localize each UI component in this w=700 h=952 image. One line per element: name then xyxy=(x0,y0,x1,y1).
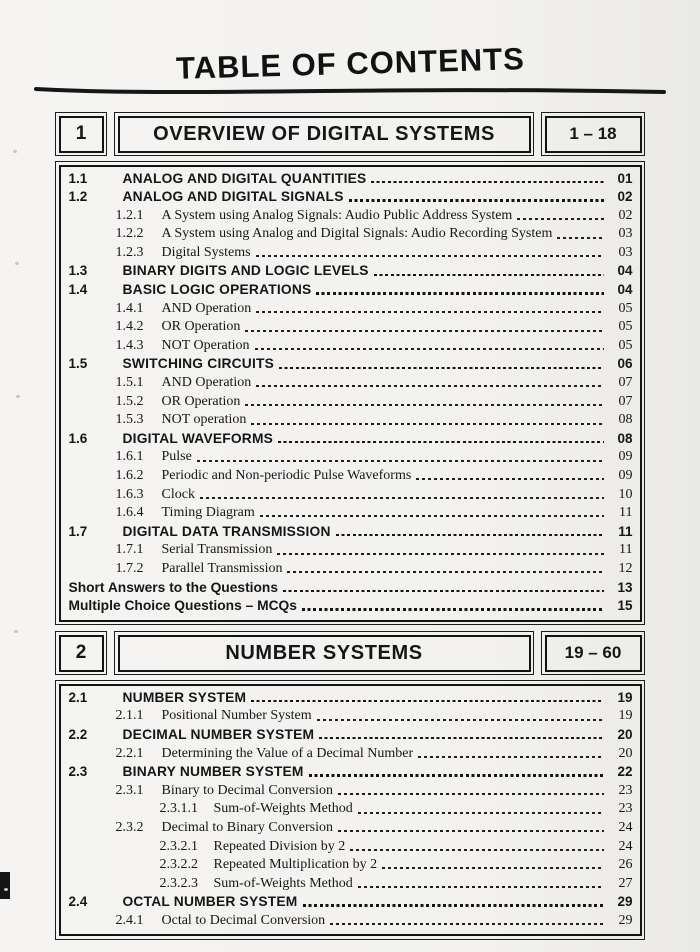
entry-number: 1.2 xyxy=(68,189,88,205)
toc-entry-row xyxy=(66,393,633,412)
entry-title: NOT operation xyxy=(161,412,247,428)
toc-entry-row xyxy=(66,763,633,782)
entry-number: 2.4.1 xyxy=(115,912,144,928)
entry-number: 1.6.4 xyxy=(115,505,144,521)
entry-number: 2.2.1 xyxy=(115,745,144,761)
entry-number: 2.3.2.3 xyxy=(159,875,198,891)
toc-entry-row xyxy=(66,170,633,189)
toc-entry-row xyxy=(66,523,633,542)
entry-title: Repeated Multiplication by 2 xyxy=(213,857,378,873)
title-block xyxy=(0,0,700,98)
entry-title: Sum-of-Weights Method xyxy=(213,801,353,817)
entry-title: NUMBER SYSTEM xyxy=(122,689,247,705)
toc-entry-row xyxy=(66,597,633,616)
toc-entry-row xyxy=(66,856,633,875)
leader-line xyxy=(256,385,603,387)
toc-entry-row xyxy=(66,430,633,449)
entry-number: 1.2.3 xyxy=(115,244,144,260)
toc-entry-row xyxy=(66,707,633,726)
toc-entry-row xyxy=(66,244,633,263)
entry-title: NOT Operation xyxy=(161,337,250,353)
entry-page: 24 xyxy=(618,819,633,835)
entry-number: 2.2 xyxy=(68,726,88,742)
entry-title: Decimal to Binary Conversion xyxy=(161,819,333,835)
entry-page: 04 xyxy=(617,282,633,298)
entry-page: 23 xyxy=(618,782,633,798)
leader-line xyxy=(279,367,603,369)
entry-number: 1.6.2 xyxy=(115,468,144,483)
entry-title: AND Operation xyxy=(161,300,252,316)
toc-container xyxy=(55,112,645,946)
entry-number: 1.2.1 xyxy=(115,207,144,223)
entry-title: SWITCHING CIRCUITS xyxy=(122,356,275,372)
chapter-entries xyxy=(59,165,642,622)
chapter-title-label: OVERVIEW OF DIGITAL SYSTEMS xyxy=(118,116,531,153)
entry-title: Binary to Decimal Conversion xyxy=(161,782,333,798)
chapter-title xyxy=(114,112,534,156)
entry-page: 05 xyxy=(618,337,633,353)
leader-line xyxy=(338,793,604,795)
leader-line xyxy=(302,608,604,610)
entry-page: 10 xyxy=(618,486,633,502)
entry-page: 20 xyxy=(618,745,633,761)
entry-title: Serial Transmission xyxy=(161,542,273,558)
chapter-entries xyxy=(59,684,642,937)
entry-title: Digital Systems xyxy=(161,244,251,260)
entry-title: Parallel Transmission xyxy=(161,560,283,576)
entry-title: Periodic and Non-periodic Pulse Waveforms xyxy=(161,468,412,483)
toc-entry-row xyxy=(66,374,633,393)
entry-number: 2.3 xyxy=(68,764,88,780)
entry-page: 07 xyxy=(618,375,633,391)
toc-entry-row xyxy=(66,207,633,226)
chapter-title xyxy=(114,631,534,675)
toc-entry-row xyxy=(66,800,633,819)
entry-number: 1.5 xyxy=(68,356,88,372)
toc-entry-row xyxy=(66,745,633,764)
leader-line xyxy=(382,867,603,869)
chapter-number-label: 1 xyxy=(59,116,104,153)
leader-line xyxy=(303,904,604,906)
entry-page: 04 xyxy=(617,263,633,279)
entry-number: 1.5.1 xyxy=(115,375,144,391)
title-underline xyxy=(34,84,666,98)
entry-page: 13 xyxy=(617,579,633,595)
leader-line xyxy=(309,774,604,776)
entry-title: Timing Diagram xyxy=(161,505,255,521)
toc-entry-row xyxy=(66,262,633,281)
entry-number: 1.6 xyxy=(68,430,88,446)
leader-line xyxy=(256,311,603,313)
entry-title: ANALOG AND DIGITAL SIGNALS xyxy=(122,189,344,205)
entry-title: OCTAL NUMBER SYSTEM xyxy=(122,894,298,910)
leader-line xyxy=(260,515,604,517)
entry-number: 1.7 xyxy=(68,523,88,539)
page-title: TABLE OF CONTENTS xyxy=(175,41,525,86)
toc-entry-row xyxy=(66,355,633,374)
entry-page: 05 xyxy=(618,319,633,335)
entry-title: Clock xyxy=(161,486,195,502)
entry-page: 22 xyxy=(617,764,633,780)
entry-page: 27 xyxy=(618,875,633,891)
entry-number: 2.1.1 xyxy=(115,708,144,724)
toc-entry-row xyxy=(66,300,633,319)
leader-line xyxy=(350,849,603,851)
leader-line xyxy=(418,756,603,758)
entry-number: 1.3 xyxy=(68,263,88,279)
entry-title: Multiple Choice Questions – MCQs xyxy=(68,598,297,614)
chapter-page-range-label: 1 – 18 xyxy=(545,116,642,153)
entry-title: OR Operation xyxy=(161,393,241,409)
entry-title: BINARY NUMBER SYSTEM xyxy=(122,764,304,780)
toc-entry-row xyxy=(66,225,633,244)
toc-entry-row xyxy=(66,689,633,708)
leader-line xyxy=(374,274,604,276)
toc-entry-row xyxy=(66,337,633,356)
entry-title: Positional Number System xyxy=(161,708,312,724)
entry-number: 2.3.2.2 xyxy=(159,857,198,873)
leader-line xyxy=(349,199,604,201)
entry-title: AND Operation xyxy=(161,375,252,391)
entry-number: 1.4.1 xyxy=(115,300,144,316)
scan-artifact xyxy=(0,872,10,899)
entry-page: 11 xyxy=(618,523,633,539)
entry-page: 23 xyxy=(618,801,633,817)
chapter-number xyxy=(55,631,107,675)
toc-entry-row xyxy=(66,318,633,337)
entry-number: 2.4 xyxy=(68,894,88,910)
toc-entry-row xyxy=(66,504,633,523)
chapter-title-label: NUMBER SYSTEMS xyxy=(118,635,531,672)
leader-line xyxy=(317,719,604,721)
leader-line xyxy=(251,423,603,425)
entry-title: DIGITAL WAVEFORMS xyxy=(122,430,274,446)
leader-line xyxy=(277,553,603,555)
entry-number: 1.4.2 xyxy=(115,319,144,335)
leader-line xyxy=(371,181,603,183)
leader-line xyxy=(256,255,604,257)
entry-page: 29 xyxy=(617,894,633,910)
entry-page: 05 xyxy=(618,300,633,316)
toc-entry-row xyxy=(66,541,633,560)
toc-entry-row xyxy=(66,819,633,838)
entry-number: 2.1 xyxy=(68,689,88,705)
entry-page: 29 xyxy=(618,912,633,928)
leader-line xyxy=(358,886,604,888)
leader-line xyxy=(197,460,604,462)
entry-number: 1.6.1 xyxy=(115,449,144,465)
toc-entry-row xyxy=(66,486,633,505)
entry-title: Octal to Decimal Conversion xyxy=(161,912,326,928)
entry-page: 06 xyxy=(617,356,633,372)
leader-line xyxy=(319,737,603,739)
entry-page: 20 xyxy=(617,726,633,742)
leader-line xyxy=(517,218,603,220)
leader-line xyxy=(416,478,603,480)
scan-artifact xyxy=(4,888,8,891)
scan-artifact xyxy=(13,150,17,153)
toc-entry-row xyxy=(66,782,633,801)
leader-line xyxy=(251,700,603,702)
entry-page: 19 xyxy=(617,689,633,705)
entry-page: 26 xyxy=(618,857,633,873)
entry-page: 01 xyxy=(617,170,633,186)
entry-title: Sum-of-Weights Method xyxy=(213,875,353,891)
chapter-header xyxy=(55,631,645,675)
entry-page: 09 xyxy=(618,468,633,483)
toc-entry-row xyxy=(66,467,633,486)
entry-title: BINARY DIGITS AND LOGIC LEVELS xyxy=(122,263,369,279)
leader-line xyxy=(245,330,603,332)
entry-number: 1.6.3 xyxy=(115,486,144,502)
entry-number: 2.3.2 xyxy=(115,819,144,835)
toc-entry-row xyxy=(66,875,633,894)
entry-title: OR Operation xyxy=(161,319,241,335)
entry-page: 24 xyxy=(618,838,633,854)
leader-line xyxy=(255,348,604,350)
leader-line xyxy=(245,404,603,406)
entry-number: 1.4 xyxy=(68,282,88,298)
entry-title: DIGITAL DATA TRANSMISSION xyxy=(122,523,331,539)
leader-line xyxy=(287,571,603,573)
entry-number: 1.1 xyxy=(68,170,88,186)
entry-page: 11 xyxy=(619,542,633,558)
entry-title: BASIC LOGIC OPERATIONS xyxy=(122,282,312,298)
entry-number: 1.2.2 xyxy=(115,226,144,242)
entry-title: Determining the Value of a Decimal Number xyxy=(161,745,414,761)
entry-number: 1.5.3 xyxy=(115,412,144,428)
chapter-page-range xyxy=(541,631,645,675)
entry-page: 11 xyxy=(619,505,633,521)
leader-line xyxy=(283,590,603,592)
entry-title: DECIMAL NUMBER SYSTEM xyxy=(122,726,315,742)
chapter-entries-box xyxy=(55,680,645,940)
entry-page: 08 xyxy=(617,430,633,446)
entry-title: Short Answers to the Questions xyxy=(68,579,279,595)
toc-entry-row xyxy=(66,893,633,912)
entry-number: 1.5.2 xyxy=(115,393,144,409)
toc-entry-row xyxy=(66,912,633,931)
toc-entry-row xyxy=(66,448,633,467)
entry-title: ANALOG AND DIGITAL QUANTITIES xyxy=(122,170,367,186)
chapter-entries-box xyxy=(55,161,645,625)
entry-number: 2.3.1 xyxy=(115,782,144,798)
entry-number: 2.3.2.1 xyxy=(159,838,198,854)
chapter-number-label: 2 xyxy=(59,635,104,672)
chapter-page-range-label: 19 – 60 xyxy=(545,635,642,672)
entry-page: 03 xyxy=(618,226,633,242)
entry-page: 09 xyxy=(618,449,633,465)
toc-entry-row xyxy=(66,411,633,430)
entry-page: 07 xyxy=(618,393,633,409)
toc-entry-row xyxy=(66,281,633,300)
leader-line xyxy=(557,237,603,239)
chapter-header xyxy=(55,112,645,156)
scan-artifact xyxy=(14,630,18,633)
entry-page: 03 xyxy=(618,244,633,260)
entry-title: Pulse xyxy=(161,449,192,465)
toc-entry-row xyxy=(66,838,633,857)
entry-page: 12 xyxy=(618,560,633,576)
leader-line xyxy=(330,923,603,925)
leader-line xyxy=(316,292,603,294)
entry-number: 1.7.2 xyxy=(115,560,144,576)
leader-line xyxy=(358,812,604,814)
entry-page: 02 xyxy=(618,207,633,223)
toc-entry-row xyxy=(66,726,633,745)
toc-entry-row xyxy=(66,188,633,207)
entry-page: 19 xyxy=(618,708,633,724)
entry-number: 1.7.1 xyxy=(115,542,144,558)
entry-number: 1.4.3 xyxy=(115,337,144,353)
entry-title: A System using Analog and Digital Signals: Audio Recording System xyxy=(161,226,553,242)
entry-title: A System using Analog Signals: Audio Public Address System xyxy=(161,207,513,223)
entry-page: 15 xyxy=(617,598,633,614)
entry-number: 2.3.1.1 xyxy=(159,801,198,817)
chapter-number xyxy=(55,112,107,156)
entry-page: 02 xyxy=(617,189,633,205)
leader-line xyxy=(200,497,604,499)
scan-artifact xyxy=(16,395,20,398)
leader-line xyxy=(336,534,604,536)
chapter-page-range xyxy=(541,112,645,156)
entry-title: Repeated Division by 2 xyxy=(213,838,346,854)
toc-entry-row xyxy=(66,560,633,579)
entry-page: 08 xyxy=(618,412,633,428)
scan-artifact xyxy=(15,262,19,265)
leader-line xyxy=(338,830,604,832)
toc-entry-row xyxy=(66,579,633,598)
leader-line xyxy=(278,441,603,443)
